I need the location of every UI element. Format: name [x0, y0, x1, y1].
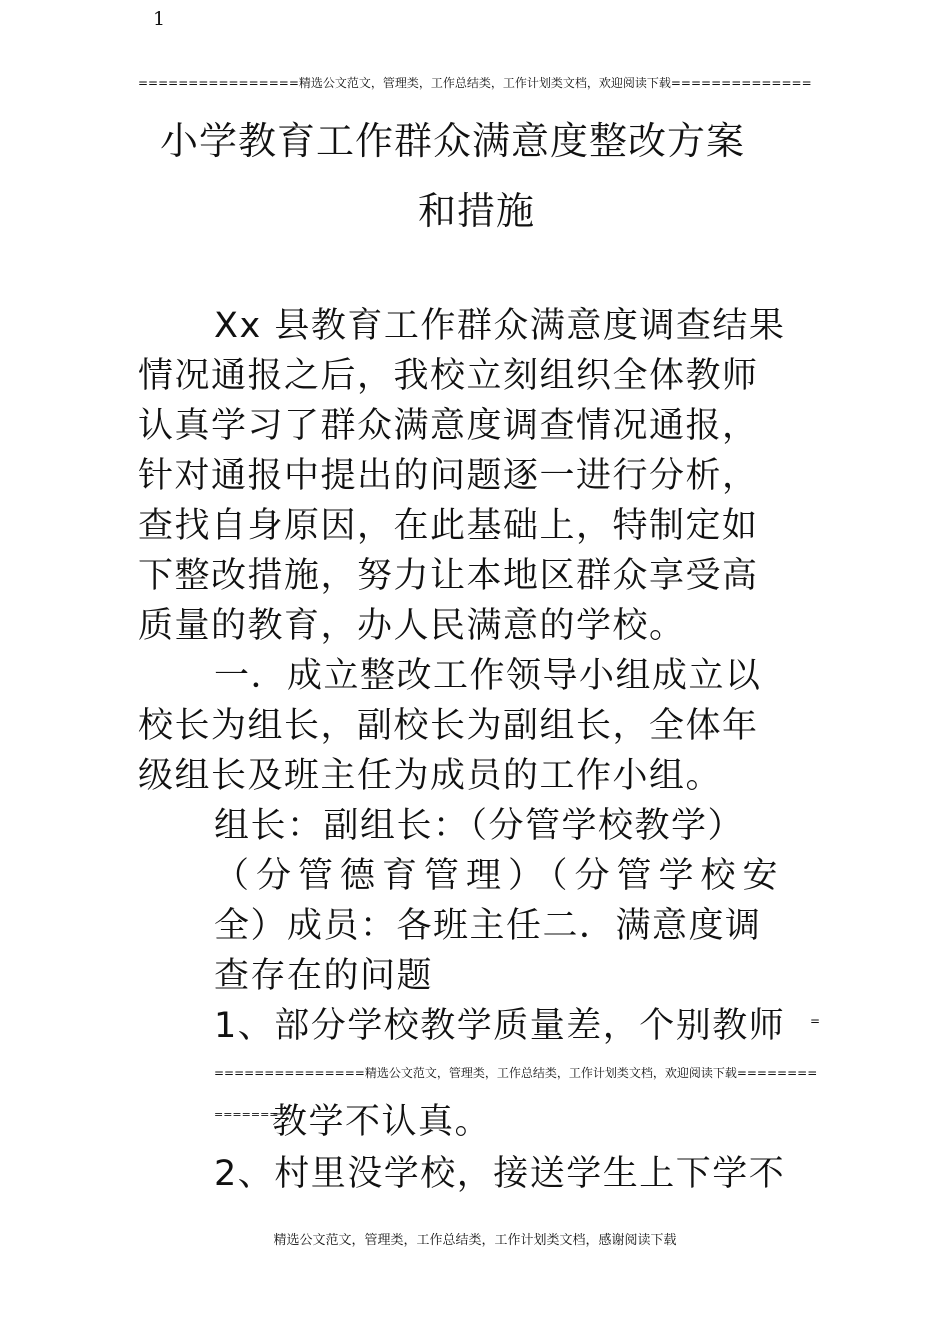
page-footer: 精选公文范文，管理类，工作总结类，工作计划类文档，感谢阅读下载 [273, 1233, 677, 1248]
title-line-1: 小学教育工作群众满意度整改方案 [160, 119, 746, 163]
body-line: 教学不认真。 [272, 1102, 492, 1142]
body-line: 一．成立整改工作领导小组成立以 [214, 656, 762, 696]
body-line: 全）成员：各班主任二．满意度调 [214, 906, 762, 946]
body-line: 组长：副组长：（分管学校教学） [214, 806, 745, 846]
body-line: 2、村里没学校，接送学生上下学不 [214, 1154, 786, 1194]
body-line: 1、部分学校教学质量差，个别教师 [214, 1006, 786, 1046]
top-banner: ================精选公文范文，管理类，工作总结类，工作计划类文档，欢迎阅读下载============== [138, 76, 812, 90]
body-line: Xx 县教育工作群众满意度调查结果 [214, 306, 786, 346]
page-number: 1 [153, 8, 166, 30]
body-line: 认真学习了群众满意度调查情况通报， [138, 406, 759, 446]
body-line: 质量的教育，办人民满意的学校。 [138, 606, 686, 646]
mid-banner-tail: ======= [214, 1108, 279, 1121]
title-line-2: 和措施 [418, 189, 536, 233]
body-line: 查找自身原因，在此基础上，特制定如 [138, 506, 759, 546]
body-line: 校长为组长，副校长为副组长，全体年 [138, 706, 759, 746]
mid-banner: ===============精选公文范文，管理类，工作总结类，工作计划类文档，欢迎阅读下载======== [214, 1066, 818, 1080]
line-end-mark: = [810, 1014, 821, 1028]
body-line: 查存在的问题 [214, 956, 434, 996]
body-line: 针对通报中提出的问题逐一进行分析， [138, 456, 759, 496]
body-line: （分管德育管理）（分管学校安 [214, 856, 785, 896]
body-line: 级组长及班主任为成员的工作小组。 [138, 756, 723, 796]
body-line: 下整改措施，努力让本地区群众享受高 [138, 556, 759, 596]
body-line: 情况通报之后，我校立刻组织全体教师 [138, 356, 759, 396]
